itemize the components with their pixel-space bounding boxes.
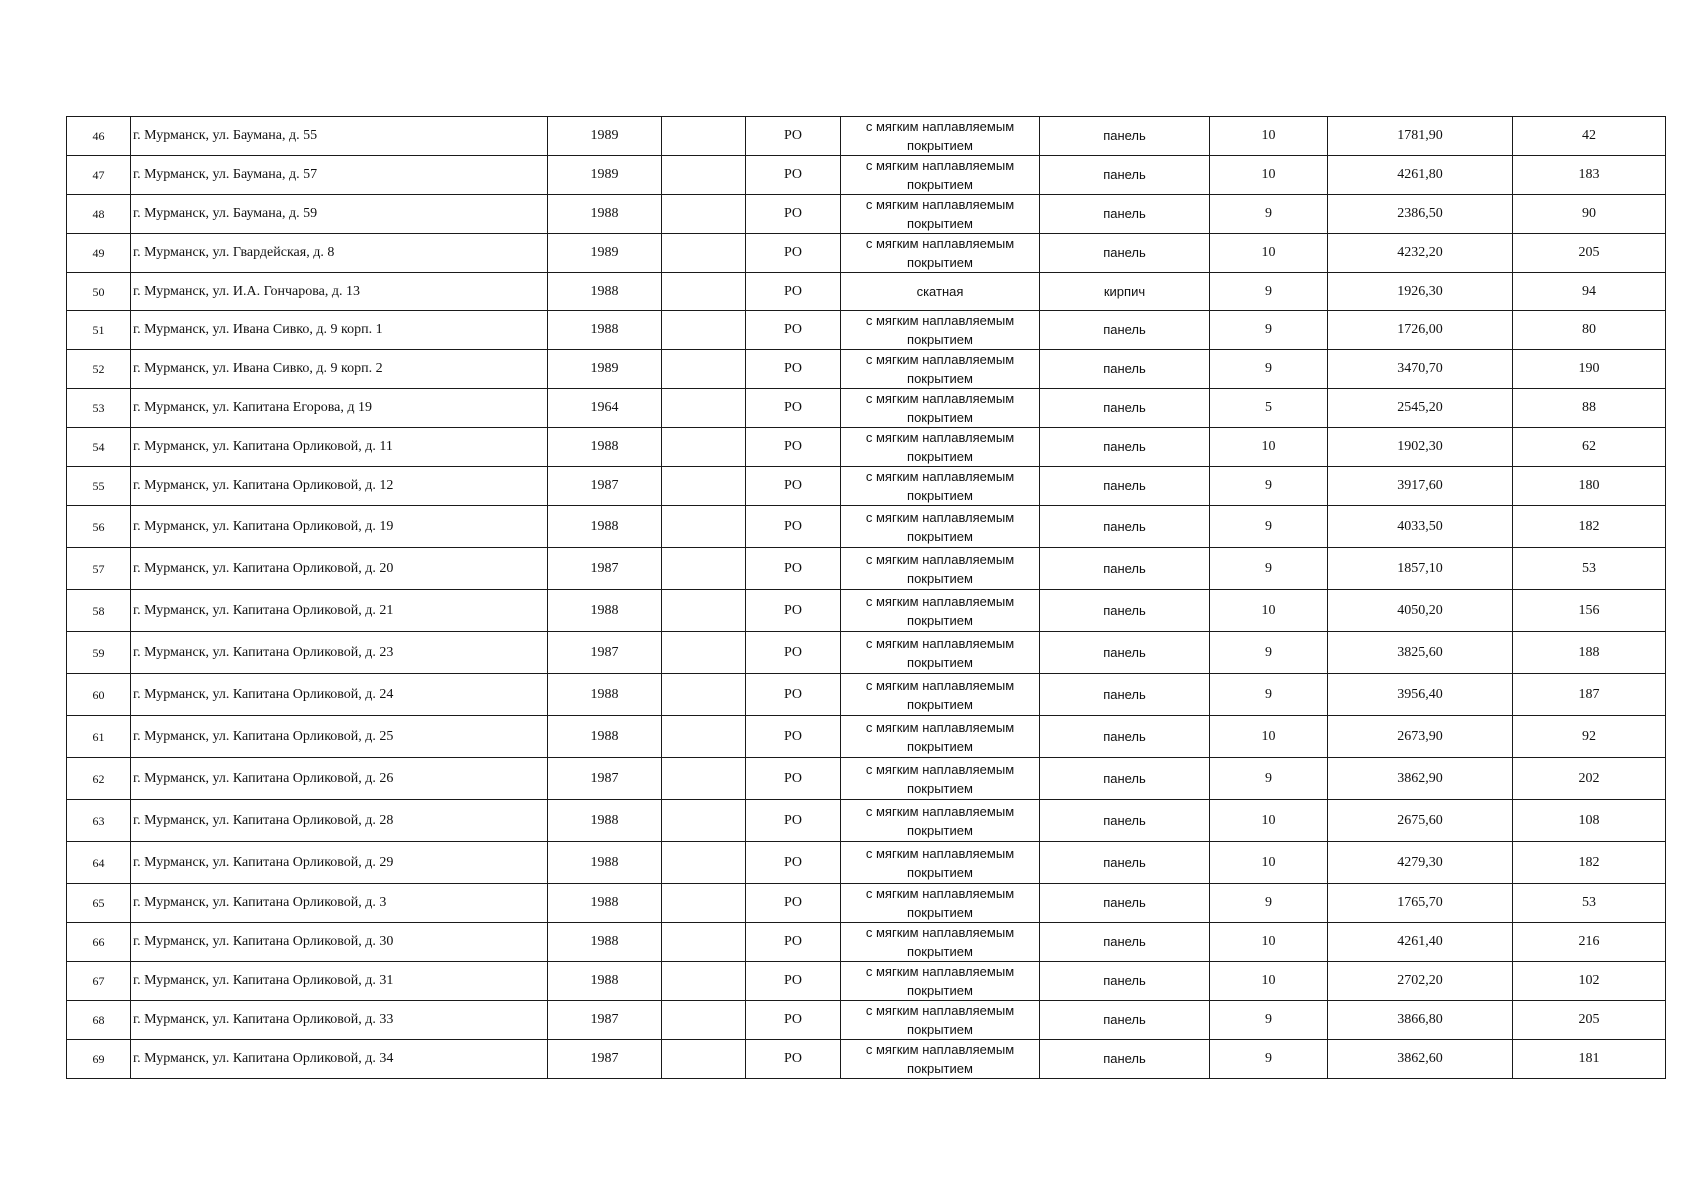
area-cell: 2673,90 xyxy=(1328,716,1513,758)
count-cell: 216 xyxy=(1513,923,1666,962)
build-year-cell: 1987 xyxy=(548,758,662,800)
wall-material-cell: панель xyxy=(1040,884,1210,923)
build-year-cell: 1988 xyxy=(548,800,662,842)
wall-material-cell: панель xyxy=(1040,311,1210,350)
area-cell: 1765,70 xyxy=(1328,884,1513,923)
table-row xyxy=(67,311,1666,350)
roof-type-cell: с мягким наплавляемым покрытием xyxy=(841,590,1040,632)
count-cell: 90 xyxy=(1513,195,1666,234)
row-number-cell: 52 xyxy=(67,350,131,389)
area-cell: 4232,20 xyxy=(1328,234,1513,273)
count-cell: 187 xyxy=(1513,674,1666,716)
roof-type-cell: с мягким наплавляемым покрытием xyxy=(841,716,1040,758)
row-number-cell: 57 xyxy=(67,548,131,590)
empty-cell xyxy=(662,234,746,273)
floors-cell: 9 xyxy=(1210,506,1328,548)
address-cell: г. Мурманск, ул. Капитана Орликовой, д. 24 xyxy=(131,674,548,716)
count-cell: 190 xyxy=(1513,350,1666,389)
build-year-cell: 1988 xyxy=(548,311,662,350)
fund-type-cell: РО xyxy=(746,467,841,506)
wall-material-cell: панель xyxy=(1040,548,1210,590)
area-cell: 2545,20 xyxy=(1328,389,1513,428)
wall-material-cell: панель xyxy=(1040,467,1210,506)
empty-cell xyxy=(662,590,746,632)
row-number-cell: 66 xyxy=(67,923,131,962)
floors-cell: 5 xyxy=(1210,389,1328,428)
wall-material-cell: кирпич xyxy=(1040,273,1210,311)
table-row xyxy=(67,467,1666,506)
address-cell: г. Мурманск, ул. Гвардейская, д. 8 xyxy=(131,234,548,273)
table-row xyxy=(67,884,1666,923)
table-row xyxy=(67,428,1666,467)
fund-type-cell: РО xyxy=(746,716,841,758)
table-row xyxy=(67,389,1666,428)
wall-material-cell: панель xyxy=(1040,428,1210,467)
area-cell: 1926,30 xyxy=(1328,273,1513,311)
build-year-cell: 1989 xyxy=(548,117,662,156)
fund-type-cell: РО xyxy=(746,117,841,156)
floors-cell: 9 xyxy=(1210,1001,1328,1040)
row-number-cell: 67 xyxy=(67,962,131,1001)
roof-type-cell: с мягким наплавляемым покрытием xyxy=(841,923,1040,962)
roof-type-cell: с мягким наплавляемым покрытием xyxy=(841,350,1040,389)
housing-register-table xyxy=(66,116,1666,1079)
count-cell: 205 xyxy=(1513,234,1666,273)
empty-cell xyxy=(662,800,746,842)
table-row xyxy=(67,350,1666,389)
count-cell: 53 xyxy=(1513,884,1666,923)
roof-type-cell: с мягким наплавляемым покрытием xyxy=(841,156,1040,195)
row-number-cell: 68 xyxy=(67,1001,131,1040)
wall-material-cell: панель xyxy=(1040,234,1210,273)
count-cell: 180 xyxy=(1513,467,1666,506)
count-cell: 42 xyxy=(1513,117,1666,156)
table-row xyxy=(67,1001,1666,1040)
empty-cell xyxy=(662,632,746,674)
build-year-cell: 1987 xyxy=(548,1040,662,1079)
fund-type-cell: РО xyxy=(746,884,841,923)
address-cell: г. Мурманск, ул. Капитана Орликовой, д. 30 xyxy=(131,923,548,962)
table-row xyxy=(67,156,1666,195)
roof-type-cell: скатная xyxy=(841,273,1040,311)
area-cell: 4050,20 xyxy=(1328,590,1513,632)
roof-type-cell: с мягким наплавляемым покрытием xyxy=(841,1040,1040,1079)
count-cell: 92 xyxy=(1513,716,1666,758)
address-cell: г. Мурманск, ул. Капитана Орликовой, д. 31 xyxy=(131,962,548,1001)
wall-material-cell: панель xyxy=(1040,800,1210,842)
table-row xyxy=(67,273,1666,311)
fund-type-cell: РО xyxy=(746,842,841,884)
area-cell: 3956,40 xyxy=(1328,674,1513,716)
address-cell: г. Мурманск, ул. Ивана Сивко, д. 9 корп. 2 xyxy=(131,350,548,389)
area-cell: 2675,60 xyxy=(1328,800,1513,842)
table-row xyxy=(67,590,1666,632)
fund-type-cell: РО xyxy=(746,674,841,716)
fund-type-cell: РО xyxy=(746,350,841,389)
roof-type-cell: с мягким наплавляемым покрытием xyxy=(841,842,1040,884)
row-number-cell: 61 xyxy=(67,716,131,758)
floors-cell: 9 xyxy=(1210,884,1328,923)
build-year-cell: 1987 xyxy=(548,548,662,590)
table-row xyxy=(67,962,1666,1001)
table-row xyxy=(67,1040,1666,1079)
build-year-cell: 1987 xyxy=(548,1001,662,1040)
floors-cell: 10 xyxy=(1210,428,1328,467)
table-row xyxy=(67,117,1666,156)
floors-cell: 9 xyxy=(1210,467,1328,506)
build-year-cell: 1988 xyxy=(548,195,662,234)
address-cell: г. Мурманск, ул. Капитана Орликовой, д. 29 xyxy=(131,842,548,884)
area-cell: 1857,10 xyxy=(1328,548,1513,590)
address-cell: г. Мурманск, ул. Капитана Орликовой, д. 12 xyxy=(131,467,548,506)
build-year-cell: 1988 xyxy=(548,884,662,923)
floors-cell: 10 xyxy=(1210,962,1328,1001)
area-cell: 3866,80 xyxy=(1328,1001,1513,1040)
empty-cell xyxy=(662,758,746,800)
count-cell: 182 xyxy=(1513,506,1666,548)
wall-material-cell: панель xyxy=(1040,117,1210,156)
wall-material-cell: панель xyxy=(1040,1001,1210,1040)
roof-type-cell: с мягким наплавляемым покрытием xyxy=(841,1001,1040,1040)
roof-type-cell: с мягким наплавляемым покрытием xyxy=(841,117,1040,156)
wall-material-cell: панель xyxy=(1040,923,1210,962)
count-cell: 94 xyxy=(1513,273,1666,311)
address-cell: г. Мурманск, ул. Капитана Орликовой, д. 23 xyxy=(131,632,548,674)
row-number-cell: 54 xyxy=(67,428,131,467)
table-body xyxy=(67,117,1666,1079)
build-year-cell: 1964 xyxy=(548,389,662,428)
address-cell: г. Мурманск, ул. Капитана Орликовой, д. 3 xyxy=(131,884,548,923)
floors-cell: 9 xyxy=(1210,632,1328,674)
row-number-cell: 49 xyxy=(67,234,131,273)
area-cell: 4261,80 xyxy=(1328,156,1513,195)
row-number-cell: 65 xyxy=(67,884,131,923)
wall-material-cell: панель xyxy=(1040,195,1210,234)
roof-type-cell: с мягким наплавляемым покрытием xyxy=(841,800,1040,842)
fund-type-cell: РО xyxy=(746,962,841,1001)
floors-cell: 10 xyxy=(1210,234,1328,273)
count-cell: 183 xyxy=(1513,156,1666,195)
count-cell: 80 xyxy=(1513,311,1666,350)
table-row xyxy=(67,716,1666,758)
area-cell: 1781,90 xyxy=(1328,117,1513,156)
floors-cell: 10 xyxy=(1210,842,1328,884)
floors-cell: 9 xyxy=(1210,273,1328,311)
row-number-cell: 51 xyxy=(67,311,131,350)
fund-type-cell: РО xyxy=(746,548,841,590)
floors-cell: 10 xyxy=(1210,923,1328,962)
floors-cell: 9 xyxy=(1210,758,1328,800)
build-year-cell: 1988 xyxy=(548,674,662,716)
row-number-cell: 59 xyxy=(67,632,131,674)
roof-type-cell: с мягким наплавляемым покрытием xyxy=(841,506,1040,548)
fund-type-cell: РО xyxy=(746,428,841,467)
fund-type-cell: РО xyxy=(746,273,841,311)
fund-type-cell: РО xyxy=(746,389,841,428)
address-cell: г. Мурманск, ул. Капитана Орликовой, д. 19 xyxy=(131,506,548,548)
empty-cell xyxy=(662,389,746,428)
address-cell: г. Мурманск, ул. Баумана, д. 57 xyxy=(131,156,548,195)
fund-type-cell: РО xyxy=(746,506,841,548)
row-number-cell: 58 xyxy=(67,590,131,632)
fund-type-cell: РО xyxy=(746,234,841,273)
fund-type-cell: РО xyxy=(746,1001,841,1040)
count-cell: 181 xyxy=(1513,1040,1666,1079)
wall-material-cell: панель xyxy=(1040,758,1210,800)
roof-type-cell: с мягким наплавляемым покрытием xyxy=(841,548,1040,590)
address-cell: г. Мурманск, ул. Ивана Сивко, д. 9 корп. 1 xyxy=(131,311,548,350)
roof-type-cell: с мягким наплавляемым покрытием xyxy=(841,962,1040,1001)
empty-cell xyxy=(662,548,746,590)
empty-cell xyxy=(662,716,746,758)
empty-cell xyxy=(662,1001,746,1040)
wall-material-cell: панель xyxy=(1040,632,1210,674)
address-cell: г. Мурманск, ул. Капитана Орликовой, д. 21 xyxy=(131,590,548,632)
area-cell: 1902,30 xyxy=(1328,428,1513,467)
fund-type-cell: РО xyxy=(746,1040,841,1079)
address-cell: г. Мурманск, ул. Капитана Орликовой, д. 28 xyxy=(131,800,548,842)
count-cell: 62 xyxy=(1513,428,1666,467)
row-number-cell: 47 xyxy=(67,156,131,195)
count-cell: 108 xyxy=(1513,800,1666,842)
address-cell: г. Мурманск, ул. Капитана Орликовой, д. 34 xyxy=(131,1040,548,1079)
table-row xyxy=(67,758,1666,800)
build-year-cell: 1989 xyxy=(548,234,662,273)
floors-cell: 10 xyxy=(1210,117,1328,156)
build-year-cell: 1989 xyxy=(548,156,662,195)
address-cell: г. Мурманск, ул. Баумана, д. 55 xyxy=(131,117,548,156)
empty-cell xyxy=(662,1040,746,1079)
area-cell: 2386,50 xyxy=(1328,195,1513,234)
roof-type-cell: с мягким наплавляемым покрытием xyxy=(841,467,1040,506)
empty-cell xyxy=(662,117,746,156)
wall-material-cell: панель xyxy=(1040,389,1210,428)
address-cell: г. Мурманск, ул. Капитана Орликовой, д. 33 xyxy=(131,1001,548,1040)
address-cell: г. Мурманск, ул. Капитана Орликовой, д. 11 xyxy=(131,428,548,467)
wall-material-cell: панель xyxy=(1040,716,1210,758)
fund-type-cell: РО xyxy=(746,923,841,962)
floors-cell: 9 xyxy=(1210,674,1328,716)
address-cell: г. Мурманск, ул. Капитана Орликовой, д. 20 xyxy=(131,548,548,590)
row-number-cell: 46 xyxy=(67,117,131,156)
roof-type-cell: с мягким наплавляемым покрытием xyxy=(841,428,1040,467)
fund-type-cell: РО xyxy=(746,590,841,632)
fund-type-cell: РО xyxy=(746,758,841,800)
empty-cell xyxy=(662,674,746,716)
empty-cell xyxy=(662,311,746,350)
area-cell: 4261,40 xyxy=(1328,923,1513,962)
empty-cell xyxy=(662,506,746,548)
empty-cell xyxy=(662,884,746,923)
area-cell: 2702,20 xyxy=(1328,962,1513,1001)
row-number-cell: 63 xyxy=(67,800,131,842)
table-row xyxy=(67,842,1666,884)
roof-type-cell: с мягким наплавляемым покрытием xyxy=(841,311,1040,350)
count-cell: 102 xyxy=(1513,962,1666,1001)
empty-cell xyxy=(662,428,746,467)
area-cell: 4279,30 xyxy=(1328,842,1513,884)
fund-type-cell: РО xyxy=(746,156,841,195)
count-cell: 182 xyxy=(1513,842,1666,884)
floors-cell: 9 xyxy=(1210,195,1328,234)
table-row xyxy=(67,674,1666,716)
floors-cell: 10 xyxy=(1210,800,1328,842)
row-number-cell: 62 xyxy=(67,758,131,800)
build-year-cell: 1988 xyxy=(548,506,662,548)
wall-material-cell: панель xyxy=(1040,1040,1210,1079)
floors-cell: 10 xyxy=(1210,716,1328,758)
area-cell: 1726,00 xyxy=(1328,311,1513,350)
fund-type-cell: РО xyxy=(746,311,841,350)
row-number-cell: 50 xyxy=(67,273,131,311)
empty-cell xyxy=(662,273,746,311)
empty-cell xyxy=(662,350,746,389)
floors-cell: 10 xyxy=(1210,156,1328,195)
address-cell: г. Мурманск, ул. Баумана, д. 59 xyxy=(131,195,548,234)
wall-material-cell: панель xyxy=(1040,350,1210,389)
wall-material-cell: панель xyxy=(1040,674,1210,716)
area-cell: 3470,70 xyxy=(1328,350,1513,389)
build-year-cell: 1988 xyxy=(548,716,662,758)
address-cell: г. Мурманск, ул. Капитана Орликовой, д. 26 xyxy=(131,758,548,800)
floors-cell: 9 xyxy=(1210,311,1328,350)
empty-cell xyxy=(662,467,746,506)
count-cell: 202 xyxy=(1513,758,1666,800)
row-number-cell: 64 xyxy=(67,842,131,884)
fund-type-cell: РО xyxy=(746,195,841,234)
fund-type-cell: РО xyxy=(746,800,841,842)
empty-cell xyxy=(662,923,746,962)
area-cell: 3825,60 xyxy=(1328,632,1513,674)
empty-cell xyxy=(662,962,746,1001)
address-cell: г. Мурманск, ул. И.А. Гончарова, д. 13 xyxy=(131,273,548,311)
floors-cell: 10 xyxy=(1210,590,1328,632)
row-number-cell: 53 xyxy=(67,389,131,428)
table-row xyxy=(67,234,1666,273)
address-cell: г. Мурманск, ул. Капитана Егорова, д 19 xyxy=(131,389,548,428)
fund-type-cell: РО xyxy=(746,632,841,674)
table-row xyxy=(67,923,1666,962)
build-year-cell: 1987 xyxy=(548,467,662,506)
roof-type-cell: с мягким наплавляемым покрытием xyxy=(841,389,1040,428)
count-cell: 88 xyxy=(1513,389,1666,428)
floors-cell: 9 xyxy=(1210,350,1328,389)
area-cell: 3862,90 xyxy=(1328,758,1513,800)
empty-cell xyxy=(662,195,746,234)
table-row xyxy=(67,506,1666,548)
roof-type-cell: с мягким наплавляемым покрытием xyxy=(841,758,1040,800)
address-cell: г. Мурманск, ул. Капитана Орликовой, д. 25 xyxy=(131,716,548,758)
wall-material-cell: панель xyxy=(1040,842,1210,884)
roof-type-cell: с мягким наплавляемым покрытием xyxy=(841,234,1040,273)
row-number-cell: 60 xyxy=(67,674,131,716)
roof-type-cell: с мягким наплавляемым покрытием xyxy=(841,674,1040,716)
build-year-cell: 1987 xyxy=(548,632,662,674)
count-cell: 156 xyxy=(1513,590,1666,632)
empty-cell xyxy=(662,842,746,884)
build-year-cell: 1989 xyxy=(548,350,662,389)
row-number-cell: 69 xyxy=(67,1040,131,1079)
area-cell: 4033,50 xyxy=(1328,506,1513,548)
build-year-cell: 1988 xyxy=(548,273,662,311)
count-cell: 53 xyxy=(1513,548,1666,590)
floors-cell: 9 xyxy=(1210,1040,1328,1079)
row-number-cell: 56 xyxy=(67,506,131,548)
row-number-cell: 55 xyxy=(67,467,131,506)
count-cell: 205 xyxy=(1513,1001,1666,1040)
build-year-cell: 1988 xyxy=(548,842,662,884)
table-row xyxy=(67,548,1666,590)
build-year-cell: 1988 xyxy=(548,590,662,632)
wall-material-cell: панель xyxy=(1040,156,1210,195)
empty-cell xyxy=(662,156,746,195)
build-year-cell: 1988 xyxy=(548,923,662,962)
wall-material-cell: панель xyxy=(1040,962,1210,1001)
table-row xyxy=(67,195,1666,234)
area-cell: 3917,60 xyxy=(1328,467,1513,506)
floors-cell: 9 xyxy=(1210,548,1328,590)
roof-type-cell: с мягким наплавляемым покрытием xyxy=(841,884,1040,923)
count-cell: 188 xyxy=(1513,632,1666,674)
build-year-cell: 1988 xyxy=(548,962,662,1001)
wall-material-cell: панель xyxy=(1040,590,1210,632)
row-number-cell: 48 xyxy=(67,195,131,234)
roof-type-cell: с мягким наплавляемым покрытием xyxy=(841,632,1040,674)
table-row xyxy=(67,632,1666,674)
roof-type-cell: с мягким наплавляемым покрытием xyxy=(841,195,1040,234)
area-cell: 3862,60 xyxy=(1328,1040,1513,1079)
build-year-cell: 1988 xyxy=(548,428,662,467)
wall-material-cell: панель xyxy=(1040,506,1210,548)
table-row xyxy=(67,800,1666,842)
